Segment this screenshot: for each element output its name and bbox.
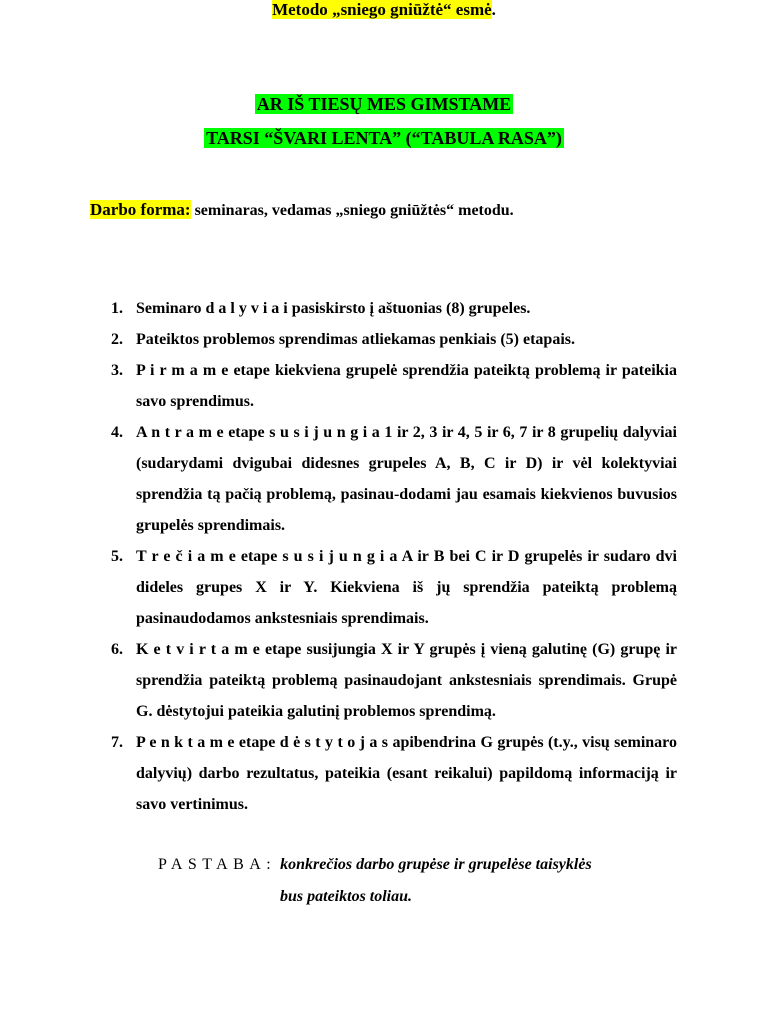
note-line-2: bus pateiktos toliau. xyxy=(280,888,413,905)
work-form-label: Darbo forma: xyxy=(90,200,191,219)
step-text: pasiskirsto į aštuonias (8) grupeles. xyxy=(287,300,531,317)
step-number: 6. xyxy=(111,641,123,658)
work-form-text: seminaras, vedamas „sniego gniūžtės“ metodu. xyxy=(190,202,514,219)
step-text: etape kiekviena grupelė sprendžia pateiktą problemą ir pateikia savo sprendimus. xyxy=(136,362,677,410)
list-item xyxy=(0,634,677,727)
step-number: 3. xyxy=(111,362,123,379)
list-item xyxy=(0,355,677,417)
step-number: 2. xyxy=(111,331,123,348)
step-spaced: Seminaro d a l y v i a i xyxy=(136,300,288,317)
note-label: PASTABA: xyxy=(158,856,277,873)
method-heading xyxy=(0,0,768,20)
note-text: konkrečios darbo grupėse ir grupelėse taisyklės xyxy=(276,856,592,873)
step-text: etape susijungia X ir Y grupės į vieną galutinę (G) grupę ir sprendžia pateiktą problemą pasinaudojant ankstesniais sprendimais. Grupė G. dėstytojui pateikia galutinį problemos sprendimą. xyxy=(136,641,678,720)
note-line xyxy=(158,856,592,874)
list-item xyxy=(0,727,677,820)
method-suffix: . xyxy=(491,0,496,19)
list-item xyxy=(0,417,677,541)
step-text: A ir B bei C ir D grupelės ir sudaro dvi dideles grupes X ir Y. Kiekviena iš jų sprendžia pateiktą problemą pasinaudodamos ankstesniais sprendimais. xyxy=(136,548,677,627)
step-number: 4. xyxy=(111,424,123,441)
method-highlight: „sniego gniūžtė“ esmė xyxy=(332,0,492,19)
method-prefix: Metodo xyxy=(272,0,333,19)
step-spaced: P e n k t a m e etape d ė s t y t o j a s xyxy=(136,734,389,751)
step-spaced: P i r m a m e xyxy=(136,362,229,379)
work-form-line xyxy=(90,200,514,220)
step-text: 1 ir 2, 3 ir 4, 5 ir 6, 7 ir 8 grupelių dalyviai (sudarydami dvigubai didesnes grupeles A, B, C ir D) ir vėl kolektyviai sprendžia tą pačią problemą, pasinau-dodami jau esamais kiekvienos buvusios grupelės sprendimais. xyxy=(136,424,677,534)
step-spaced: K e t v i r t a m e xyxy=(136,641,260,658)
title-line-1 xyxy=(0,94,768,115)
title-line-2-text: TARSI “ŠVARI LENTA” (“TABULA RASA”) xyxy=(206,128,562,148)
step-text: Pateiktos problemos sprendimas atliekamas penkiais (5) etapais. xyxy=(136,331,575,348)
step-text: apibendrina G grupės (t.y., visų seminaro dalyvių) darbo rezultatus, pateikia (esant reikalui) papildomą informaciją ir savo vertinimus. xyxy=(136,734,677,813)
step-number: 7. xyxy=(111,734,123,751)
step-number: 1. xyxy=(111,300,123,317)
title-line-1-text: AR IŠ TIESŲ MES GIMSTAME xyxy=(256,94,512,114)
step-spaced: A n t r a m e etape s u s i j u n g i a xyxy=(136,424,380,441)
steps-list xyxy=(0,293,768,820)
list-item xyxy=(0,324,677,355)
list-item xyxy=(0,541,677,634)
step-number: 5. xyxy=(111,548,123,565)
list-item xyxy=(0,293,677,324)
title-line-2 xyxy=(0,128,768,149)
step-spaced: T r e č i a m e etape s u s i j u n g i a xyxy=(136,548,398,565)
